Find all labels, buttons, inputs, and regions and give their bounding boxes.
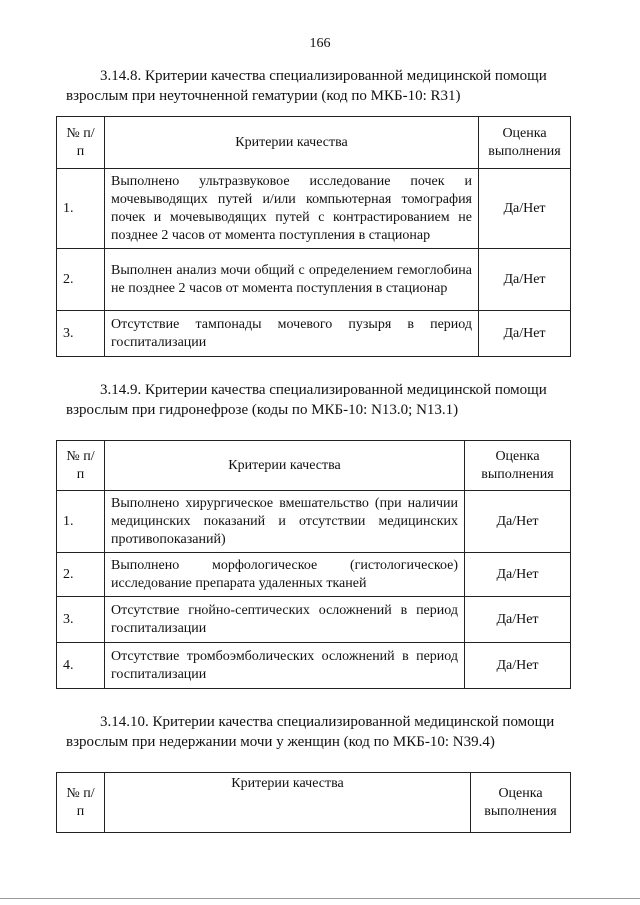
section-title-line2: взрослым при неуточненной гематурии (код по МКБ-10: R31) xyxy=(66,88,461,104)
table-header-row xyxy=(57,773,571,833)
row-score: Да/Нет xyxy=(479,169,571,249)
table-row xyxy=(57,491,571,553)
header-criteria: Критерии качества xyxy=(105,441,465,491)
page-edge-rule xyxy=(0,898,640,899)
row-num: 1. xyxy=(57,169,105,249)
header-score: Оценка выполнения xyxy=(479,117,571,169)
row-num: 1. xyxy=(57,491,105,553)
criteria-table-3-14-10 xyxy=(56,772,571,833)
row-num: 3. xyxy=(57,311,105,357)
header-score: Оценка выполнения xyxy=(471,773,571,833)
header-criteria: Критерии качества xyxy=(105,773,471,833)
header-num: № п/п xyxy=(57,773,105,833)
row-score: Да/Нет xyxy=(465,643,571,689)
table-row xyxy=(57,643,571,689)
table-row xyxy=(57,249,571,311)
criteria-table-3-14-8 xyxy=(56,116,571,357)
row-criterion: Выполнено морфологическое (гистологическое) исследование препарата удаленных тканей xyxy=(105,553,465,597)
row-score: Да/Нет xyxy=(465,553,571,597)
row-criterion: Выполнено хирургическое вмешательство (при наличии медицинских показаний и отсутствии медицинских противопоказаний) xyxy=(105,491,465,553)
row-num: 3. xyxy=(57,597,105,643)
table-row xyxy=(57,169,571,249)
header-num: № п/п xyxy=(57,441,105,491)
section-title-line2: взрослым при гидронефрозе (коды по МКБ-10: N13.0; N13.1) xyxy=(66,402,459,418)
header-criteria: Критерии качества xyxy=(105,117,479,169)
row-criterion: Отсутствие гнойно-септических осложнений в период госпитализации xyxy=(105,597,465,643)
page-number: 166 xyxy=(309,36,331,51)
row-score: Да/Нет xyxy=(479,311,571,357)
row-criterion: Отсутствие тромбоэмболических осложнений в период госпитализации xyxy=(105,643,465,689)
section-title-line1: 3.14.8. Критерии качества специализированной медицинской помощи xyxy=(100,68,547,84)
row-criterion: Выполнено ультразвуковое исследование почек и мочевыводящих путей и/или компьютерная томография почек и мочевыводящих путей с контрастированием не позднее 2 часов от момента поступления в стационар xyxy=(105,169,479,249)
header-num: № п/п xyxy=(57,117,105,169)
section-title-line2: взрослым при недержании мочи у женщин (код по МКБ-10: N39.4) xyxy=(66,734,495,750)
section-heading-3-14-10 xyxy=(66,712,564,752)
row-num: 4. xyxy=(57,643,105,689)
row-num: 2. xyxy=(57,553,105,597)
section-title-line1: 3.14.9. Критерии качества специализированной медицинской помощи xyxy=(100,382,547,398)
row-criterion: Выполнен анализ мочи общий с определением гемоглобина не позднее 2 часов от момента поступления в стационар xyxy=(105,249,479,311)
section-heading-3-14-8 xyxy=(66,66,564,106)
table-row xyxy=(57,311,571,357)
table-header-row xyxy=(57,441,571,491)
row-score: Да/Нет xyxy=(465,491,571,553)
section-heading-3-14-9 xyxy=(66,380,564,420)
header-score: Оценка выполнения xyxy=(465,441,571,491)
table-row xyxy=(57,597,571,643)
row-score: Да/Нет xyxy=(479,249,571,311)
row-score: Да/Нет xyxy=(465,597,571,643)
section-title-line1: 3.14.10. Критерии качества специализированной медицинской помощи xyxy=(100,714,555,730)
table-header-row xyxy=(57,117,571,169)
table-row xyxy=(57,553,571,597)
row-criterion: Отсутствие тампонады мочевого пузыря в период госпитализации xyxy=(105,311,479,357)
row-num: 2. xyxy=(57,249,105,311)
criteria-table-3-14-9 xyxy=(56,440,571,689)
